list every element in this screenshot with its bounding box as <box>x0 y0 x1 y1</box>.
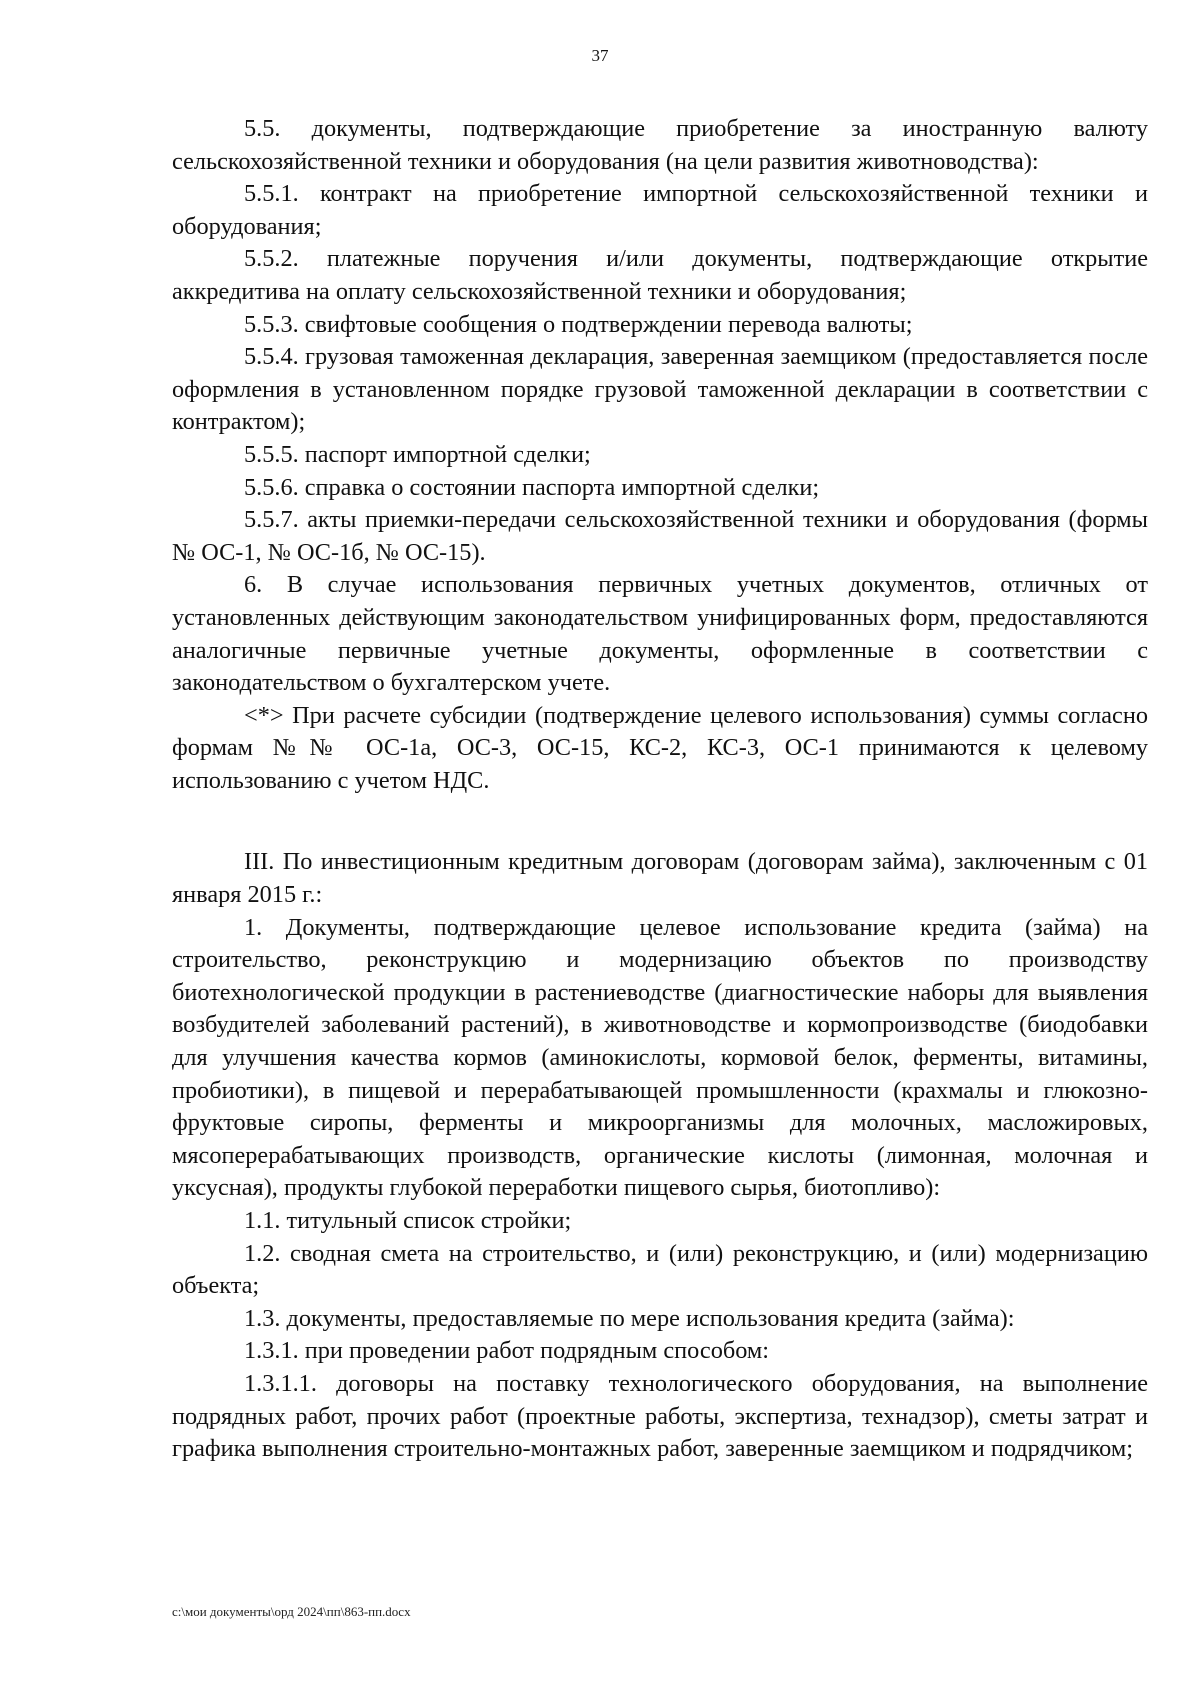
paragraph-5-5-4: 5.5.4. грузовая таможенная декларация, заверенная заемщиком (предоставляется после оформления в установленном порядке грузовой таможенной декларации в соответствии с контрактом); <box>172 343 1148 436</box>
paragraph-5-5-7: 5.5.7. акты приемки-передачи сельскохозяйственной техники и оборудования (формы № ОС-1, № ОС-1б, № ОС-15). <box>172 506 1148 566</box>
paragraph-5-5-1: 5.5.1. контракт на приобретение импортной сельскохозяйственной техники и оборудования; <box>172 180 1148 240</box>
paragraph-6: 6. В случае использования первичных учетных документов, отличных от установленных действующим законодательством унифицированных форм, предоставляются аналогичные первичные учетные документы, оформленные в соответствии с законодательством о бухгалтерском учете. <box>172 571 1148 697</box>
paragraph-1: 1. Документы, подтверждающие целевое использование кредита (займа) на строительство, реконструкцию и модернизацию объектов по производству биотехнологической продукции в растениеводстве (диагностические наборы для выявления возбудителей заболеваний растений), в животноводстве и кормопроизводстве (биодобавки для улучшения качества кормов (аминокислоты, кормовой белок, ферменты, витамины, пробиотики), в пищевой и перерабатывающей промышленности (крахмалы и глюкозно-фруктовые сиропы, ферменты и микроорганизмы для молочных, масложировых, мясоперерабатывающих производств, органические кислоты (лимонная, молочная и уксусная), продукты глубокой переработки пищевого сырья, биотопливо): <box>172 913 1148 1202</box>
paragraph-1-2: 1.2. сводная смета на строительство, и (или) реконструкцию, и (или) модернизацию объекта; <box>172 1239 1148 1300</box>
footnote-vat: <*> При расчете субсидии (подтверждение целевого использования) суммы согласно формам №№ ОС-1а, ОС-3, ОС-15, КС-2, КС-3, ОС-1 принимаются к целевому использованию с учетом НДС. <box>172 701 1148 794</box>
document-body <box>172 113 1148 1466</box>
section-gap <box>172 797 1148 846</box>
paragraph-5-5: 5.5. документы, подтверждающие приобретение за иностранную валюту сельскохозяйственной техники и оборудования (на цели развития животноводства): <box>172 115 1148 175</box>
paragraph-1-1: 1.1. титульный список стройки; <box>244 1207 572 1234</box>
paragraph-1-3: 1.3. документы, предоставляемые по мере использования кредита (займа): <box>244 1304 1015 1332</box>
footer-file-path: c:\мои документы\орд 2024\пп\863-пп.docx <box>172 1604 411 1619</box>
paragraph-5-5-2: 5.5.2. платежные поручения и/или документы, подтверждающие открытие аккредитива на оплату сельскохозяйственной техники и оборудования; <box>172 245 1148 305</box>
paragraph-1-3-1: 1.3.1. при проведении работ подрядным способом: <box>244 1337 770 1365</box>
section-heading-iii: III. По инвестиционным кредитным договорам (договорам займа), заключенным с 01 января 2015 г.: <box>172 848 1148 909</box>
paragraph-1-3-1-1: 1.3.1.1. договоры на поставку технологического оборудования, на выполнение подрядных работ, прочих работ (проектные работы, экспертиза, технадзор), сметы затрат и графика выполнения строительно-монтажных работ, заверенные заемщиком и подрядчиком; <box>172 1369 1148 1463</box>
page-number: 37 <box>591 46 609 65</box>
paragraph-5-5-3: 5.5.3. свифтовые сообщения о подтверждении перевода валюты; <box>244 310 913 338</box>
paragraph-5-5-5: 5.5.5. паспорт импортной сделки; <box>244 440 591 468</box>
paragraph-5-5-6: 5.5.6. справка о состоянии паспорта импортной сделки; <box>244 473 820 501</box>
